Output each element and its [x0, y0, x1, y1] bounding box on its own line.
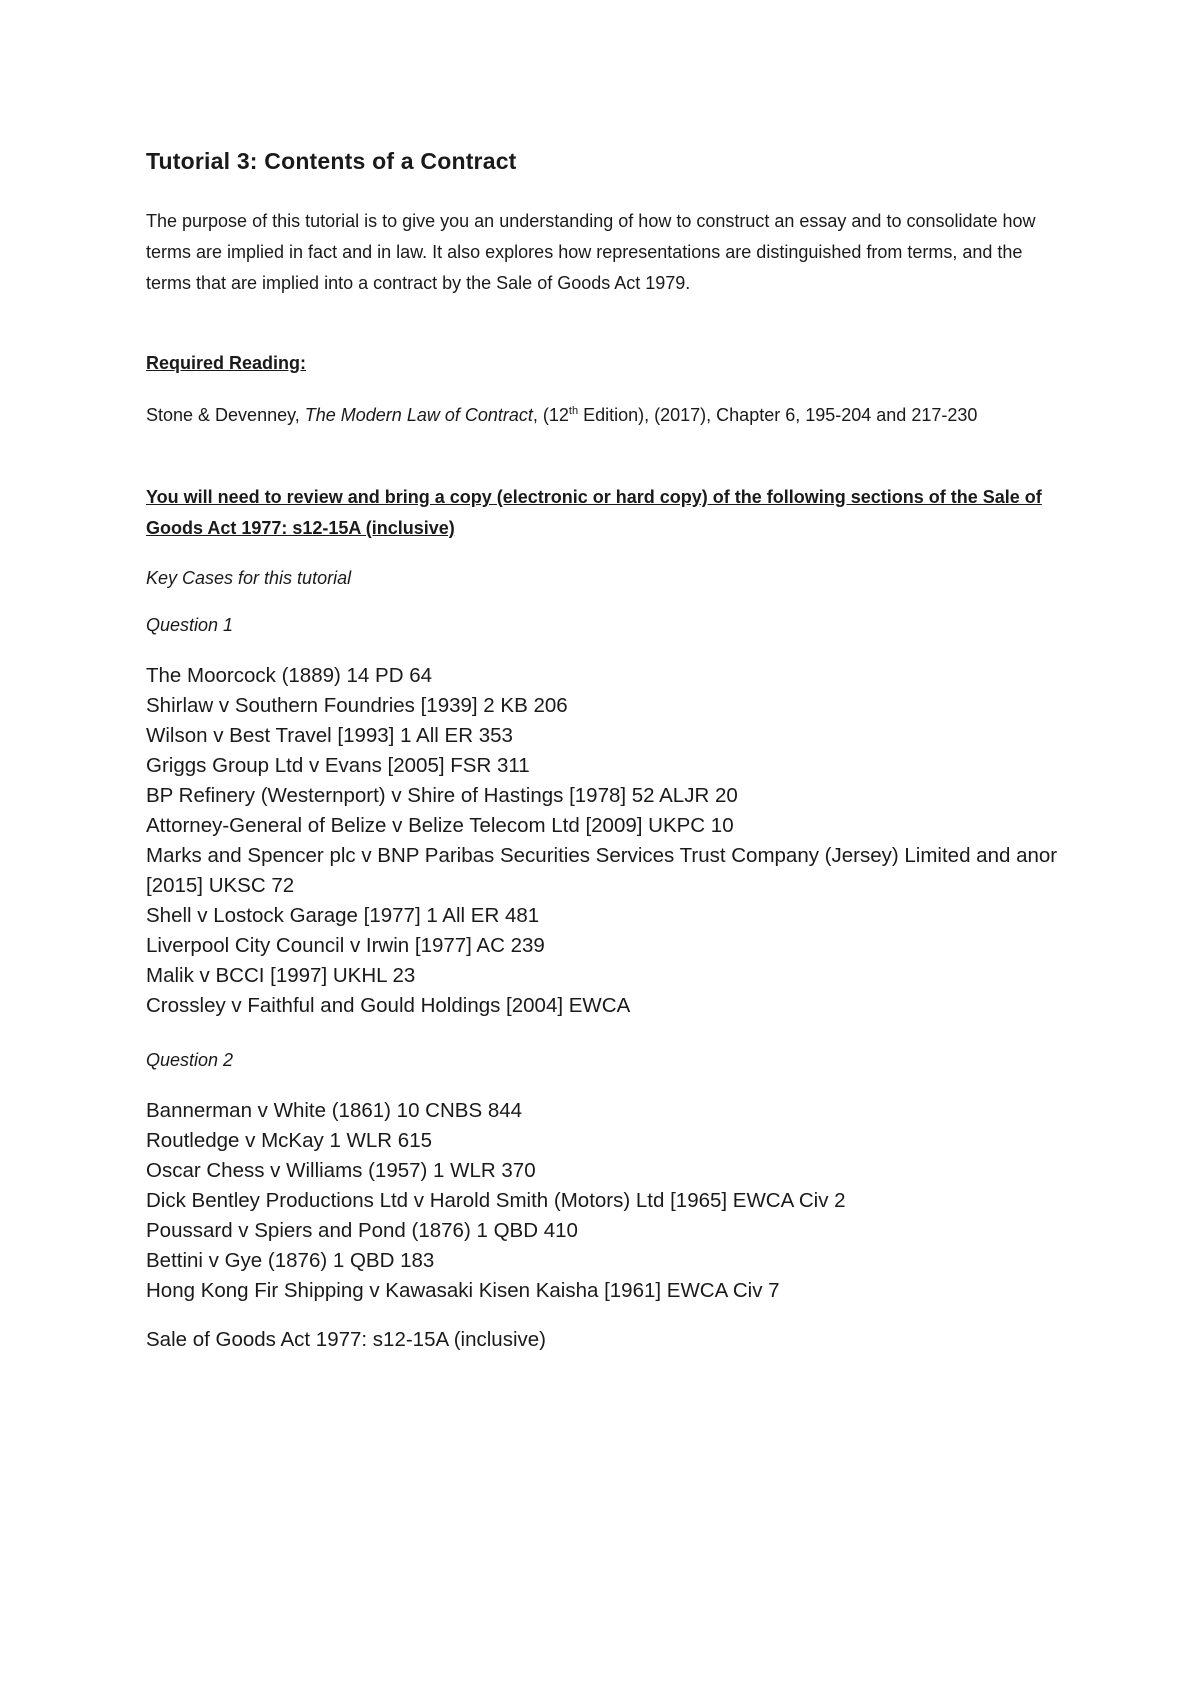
list-item: Shell v Lostock Garage [1977] 1 All ER 481: [146, 904, 540, 927]
list-item: Shirlaw v Southern Foundries [1939] 2 KB 206: [146, 694, 568, 717]
list-item: Griggs Group Ltd v Evans [2005] FSR 311: [146, 754, 530, 777]
reading-book-title: The Modern Law of Contract: [304, 405, 533, 425]
list-item: Hong Kong Fir Shipping v Kawasaki Kisen Kaisha [1961] EWCA Civ 7: [146, 1279, 780, 1302]
list-item: Wilson v Best Travel [1993] 1 All ER 353: [146, 724, 513, 747]
list-item: Malik v BCCI [1997] UKHL 23: [146, 964, 416, 987]
list-item: Bettini v Gye (1876) 1 QBD 183: [146, 1249, 435, 1272]
question-1-label: Question 1: [146, 615, 234, 635]
list-item: Dick Bentley Productions Ltd v Harold Smith (Motors) Ltd [1965] EWCA Civ 2: [146, 1189, 846, 1212]
reading-edition-prefix: , (12: [532, 405, 569, 425]
list-item: Attorney-General of Belize v Belize Telecom Ltd [2009] UKPC 10: [146, 814, 734, 837]
list-item: Crossley v Faithful and Gould Holdings [2004] EWCA: [146, 994, 631, 1017]
list-item: BP Refinery (Westernport) v Shire of Hastings [1978] 52 ALJR 20: [146, 784, 738, 807]
list-item: Marks and Spencer plc v BNP Paribas Securities Services Trust Company (Jersey) Limited and anor [2015] UKSC 72: [146, 844, 1058, 897]
list-item: Bannerman v White (1861) 10 CNBS 844: [146, 1099, 523, 1122]
question-2-label: Question 2: [146, 1050, 234, 1070]
document-title: Tutorial 3: Contents of a Contract: [146, 148, 517, 174]
list-item: Oscar Chess v Williams (1957) 1 WLR 370: [146, 1159, 536, 1182]
question-1-case-list: [146, 661, 1066, 1021]
question-2-case-list: [146, 1096, 1066, 1306]
list-item: Liverpool City Council v Irwin [1977] AC 239: [146, 934, 545, 957]
list-item: Poussard v Spiers and Pond (1876) 1 QBD 410: [146, 1219, 578, 1242]
reading-edition-suffix: Edition), (2017), Chapter 6, 195-204 and 217-230: [578, 405, 978, 425]
intro-paragraph: The purpose of this tutorial is to give you an understanding of how to construct an essay and to consolidate how terms are implied in fact and in law. It also explores how representations are distinguished from terms, and the terms that are implied into a contract by the Sale of Goods Act 1979.: [146, 211, 1036, 293]
key-cases-label: Key Cases for this tutorial: [146, 568, 352, 588]
reading-authors: Stone & Devenney,: [146, 405, 305, 425]
reading-citation: [146, 400, 1066, 431]
required-reading-heading: Required Reading:: [146, 353, 307, 373]
reading-edition-superscript: th: [568, 405, 579, 417]
list-item: The Moorcock (1889) 14 PD 64: [146, 664, 432, 687]
closing-line: Sale of Goods Act 1977: s12-15A (inclusive): [146, 1328, 546, 1351]
notice-paragraph: You will need to review and bring a copy (electronic or hard copy) of the following sections of the Sale of Goods Act 1977: s12-15A (inclusive): [146, 487, 1042, 538]
list-item: Routledge v McKay 1 WLR 615: [146, 1129, 432, 1152]
